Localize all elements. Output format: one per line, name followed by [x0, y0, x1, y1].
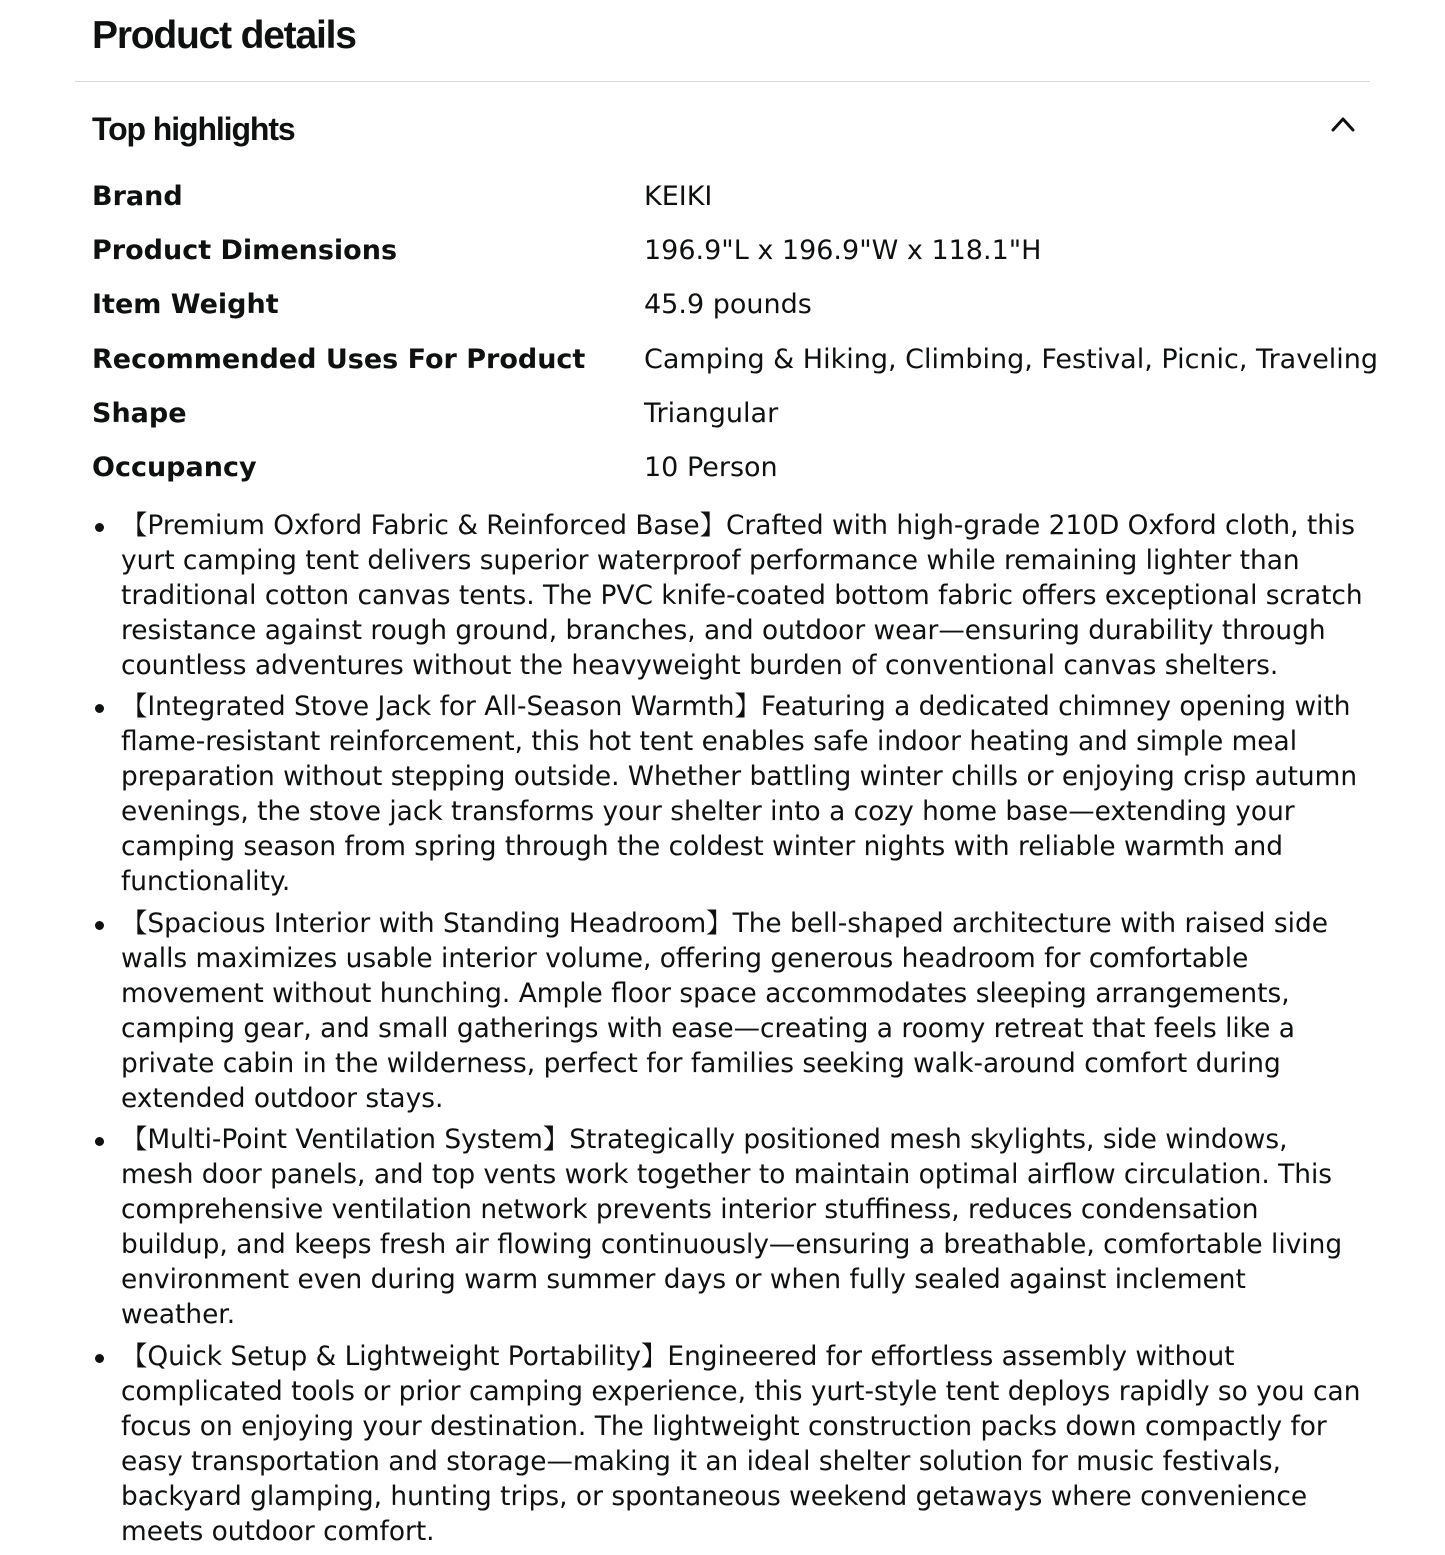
spec-value: Camping & Hiking, Climbing, Festival, Picnic, Traveling [644, 343, 1379, 375]
bullet-dot-icon [95, 1137, 104, 1146]
top-highlights-toggle[interactable] [92, 104, 1362, 156]
feature-bullet [92, 508, 1367, 683]
bullet-dot-icon [95, 921, 104, 930]
section-divider [75, 81, 1370, 82]
spec-row-brand [92, 170, 1362, 224]
spec-row-item-weight [92, 278, 1362, 332]
spec-value: KEIKI [644, 181, 713, 212]
spec-row-occupancy [92, 441, 1362, 495]
spec-value: 196.9"L x 196.9"W x 118.1"H [644, 235, 1042, 267]
feature-bullet [92, 906, 1367, 1116]
feature-bullet [92, 689, 1367, 899]
chevron-up-icon[interactable] [1330, 112, 1356, 138]
feature-bullet-list [92, 508, 1367, 1555]
spec-label: Occupancy [92, 451, 257, 483]
spec-row-product-dimensions [92, 224, 1362, 278]
spec-label: Brand [92, 181, 183, 212]
bullet-dot-icon [95, 704, 104, 713]
page-title: Product details [92, 14, 356, 57]
feature-bullet [92, 1122, 1367, 1332]
bullet-dot-icon [95, 523, 104, 532]
spec-row-recommended-uses [92, 333, 1379, 387]
bullet-dot-icon [95, 1354, 104, 1363]
spec-label: Product Dimensions [92, 235, 398, 267]
section-title: Top highlights [92, 111, 295, 147]
feature-bullet-text: 【Multi-Point Ventilation System】Strategically positioned mesh skylights, side windows, mesh door panels, and top vents work together to maintain optimal airflow circulation. This comprehensive ventilation network prevents interior stuffiness, reduces condensation buildup, and keeps fresh air flowing continuously—ensuring a breathable, comfortable living environment even during warm summer days or when fully sealed against inclement weather. [121, 1124, 1343, 1331]
spec-table [92, 170, 1379, 495]
feature-bullet-text: 【Premium Oxford Fabric & Reinforced Base】Crafted with high-grade 210D Oxford cloth, this yurt camping tent delivers superior waterproof performance while remaining lighter than traditional cotton canvas tents. The PVC knife-coated bottom fabric offers exceptional scratch resistance against rough ground, branches, and outdoor wear—ensuring durability through countless adventures without the heavyweight burden of conventional canvas shelters. [121, 510, 1363, 681]
feature-bullet-text: 【Spacious Interior with Standing Headroom】The bell-shaped architecture with raised side walls maximizes usable interior volume, offering generous headroom for comfortable movement without hunching. Ample floor space accommodates sleeping arrangements, camping gear, and small gatherings with ease—creating a roomy retreat that feels like a private cabin in the wilderness, perfect for families seeking walk-around comfort during extended outdoor stays. [121, 907, 1328, 1114]
spec-label: Shape [92, 397, 187, 429]
feature-bullet-text: 【Quick Setup & Lightweight Portability】Engineered for effortless assembly without complicated tools or prior camping experience, this yurt-style tent deploys rapidly so you can focus on enjoying your destination. The lightweight construction packs down compactly for easy transportation and storage—making it an ideal shelter solution for music festivals, backyard glamping, hunting trips, or spontaneous weekend getaways where convenience meets outdoor comfort. [121, 1340, 1361, 1547]
spec-row-shape [92, 387, 1362, 441]
spec-value: 45.9 pounds [644, 289, 812, 321]
feature-bullet-text: 【Integrated Stove Jack for All-Season Warmth】Featuring a dedicated chimney opening with flame-resistant reinforcement, this hot tent enables safe indoor heating and simple meal preparation without stepping outside. Whether battling winter chills or enjoying crisp autumn evenings, the stove jack transforms your shelter into a cozy home base—extending your camping season from spring through the coldest winter nights with reliable warmth and functionality. [121, 691, 1358, 898]
spec-value: 10 Person [644, 451, 778, 483]
feature-bullet [92, 1339, 1367, 1549]
spec-label: Recommended Uses For Product [92, 343, 586, 375]
spec-value: Triangular [644, 397, 779, 429]
spec-label: Item Weight [92, 289, 279, 321]
